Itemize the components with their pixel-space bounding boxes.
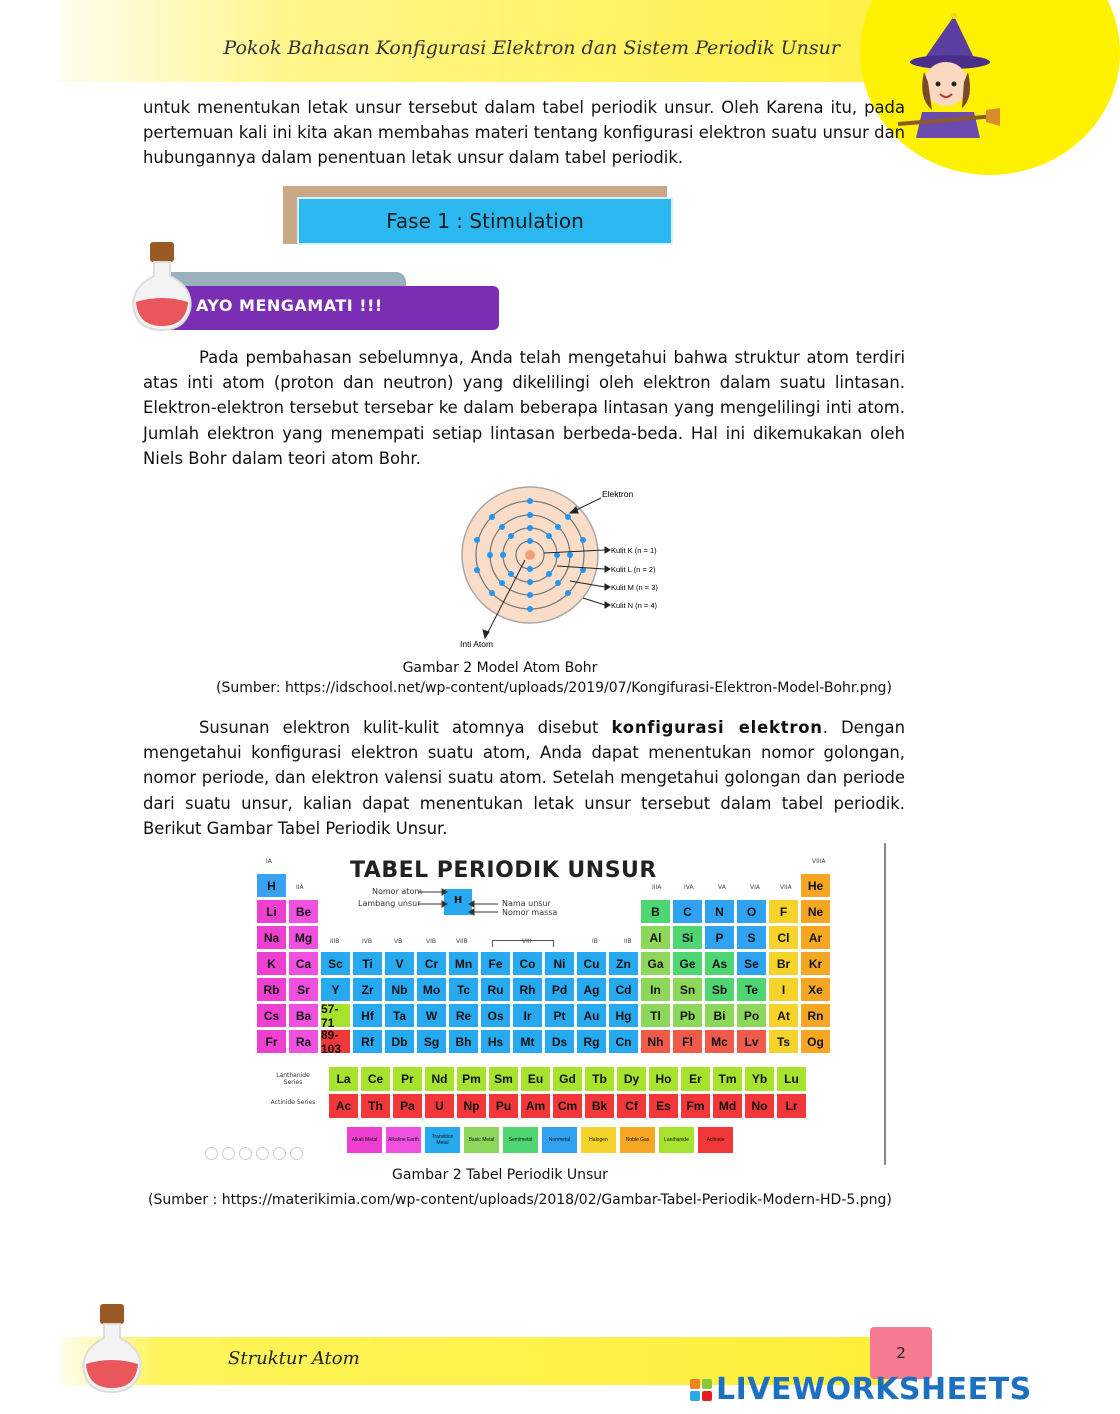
element-cell: Li bbox=[256, 899, 287, 924]
element-cell: Sg bbox=[416, 1029, 447, 1054]
group-label: IA bbox=[266, 858, 272, 865]
element-cell: Be bbox=[288, 899, 319, 924]
element-cell: Mo bbox=[416, 977, 447, 1002]
element-cell: P bbox=[704, 925, 735, 950]
element-cell: Bi bbox=[704, 1003, 735, 1028]
legend-symbol: Lambang unsur bbox=[358, 899, 421, 908]
element-cell: Md bbox=[712, 1093, 743, 1119]
element-cell: Eu bbox=[520, 1066, 551, 1092]
element-cell: Db bbox=[384, 1029, 415, 1054]
element-cell: Al bbox=[640, 925, 671, 950]
group-label: IIB bbox=[624, 938, 632, 945]
control-icon bbox=[205, 1147, 218, 1160]
element-cell: Bk bbox=[584, 1093, 615, 1119]
group-label: VIIB bbox=[456, 938, 468, 945]
element-cell: Ga bbox=[640, 951, 671, 976]
legend-swatch: Halogen bbox=[581, 1127, 616, 1153]
group-label: VIIIA bbox=[812, 858, 826, 865]
legend-swatch: Noble Gas bbox=[620, 1127, 655, 1153]
control-icon bbox=[222, 1147, 235, 1160]
legend-swatch: Alkaline Earth bbox=[386, 1127, 421, 1153]
bohr-caption: Gambar 2 Model Atom Bohr bbox=[402, 660, 598, 676]
element-cell: Pd bbox=[544, 977, 575, 1002]
group-label: VB bbox=[394, 938, 403, 945]
element-cell: Ar bbox=[800, 925, 831, 950]
element-cell: Mn bbox=[448, 951, 479, 976]
element-cell: Pb bbox=[672, 1003, 703, 1028]
element-cell: Lr bbox=[776, 1093, 807, 1119]
legend-atomic-number: Nomor atom bbox=[372, 887, 423, 896]
liveworksheets-logo-icon bbox=[690, 1379, 712, 1401]
element-cell: Sb bbox=[704, 977, 735, 1002]
element-cell: Mt bbox=[512, 1029, 543, 1054]
element-cell: 89-103 bbox=[320, 1029, 351, 1054]
page-number: 2 bbox=[870, 1327, 932, 1379]
label-electron: Elektron bbox=[602, 489, 634, 499]
config-text-before: Susunan elektron kulit-kulit atomnya disebut bbox=[199, 718, 612, 737]
element-cell: Hs bbox=[480, 1029, 511, 1054]
group-label: VIA bbox=[750, 884, 760, 891]
element-cell: Te bbox=[736, 977, 767, 1002]
element-cell: Lv bbox=[736, 1029, 767, 1054]
lanthanide-series-label: Lanthanide Series bbox=[276, 1072, 310, 1086]
element-cell: Rn bbox=[800, 1003, 831, 1028]
element-cell: Tc bbox=[448, 977, 479, 1002]
label-shell-n: Kulit N (n = 4) bbox=[611, 601, 658, 610]
element-cell: Ru bbox=[480, 977, 511, 1002]
element-cell: N bbox=[704, 899, 735, 924]
f-block-grid bbox=[328, 1066, 818, 1120]
element-cell: Ac bbox=[328, 1093, 359, 1119]
config-text-after: . Dengan mengetahui konfigurasi elektron suatu atom, Anda dapat menentukan nomor golongan, nomor periode, dan elektron valensi suatu atom. Setelah mengetahui golongan dan periode dari suatu unsur, kalian dapat menentukan letak unsur tersebut dalam tabel periodik. Berikut Gambar Tabel Periodik Unsur. bbox=[143, 718, 905, 838]
element-cell: Sm bbox=[488, 1066, 519, 1092]
element-cell: Ag bbox=[576, 977, 607, 1002]
element-cell: Hf bbox=[352, 1003, 383, 1028]
element-cell: Og bbox=[800, 1029, 831, 1054]
legend-swatch: Transition Metal bbox=[425, 1127, 460, 1153]
element-cell: La bbox=[328, 1066, 359, 1092]
element-cell: Gd bbox=[552, 1066, 583, 1092]
flask-icon bbox=[128, 240, 196, 332]
element-cell: Sc bbox=[320, 951, 351, 976]
footer-text: Struktur Atom bbox=[228, 1348, 360, 1369]
bohr-paragraph bbox=[143, 345, 905, 471]
element-cell: Ts bbox=[768, 1029, 799, 1054]
element-cell: Cu bbox=[576, 951, 607, 976]
element-cell: U bbox=[424, 1093, 455, 1119]
element-cell: Ca bbox=[288, 951, 319, 976]
periodic-table-title: TABEL PERIODIK UNSUR bbox=[350, 858, 657, 883]
category-legend bbox=[347, 1127, 737, 1153]
element-cell: K bbox=[256, 951, 287, 976]
legend-mass: Nomor massa bbox=[502, 908, 558, 917]
element-cell: Bh bbox=[448, 1029, 479, 1054]
element-cell: Pa bbox=[392, 1093, 423, 1119]
group-label: IIIA bbox=[652, 884, 662, 891]
actinide-series-label: Actinide Series bbox=[270, 1099, 316, 1106]
control-icon bbox=[239, 1147, 252, 1160]
element-cell: Rh bbox=[512, 977, 543, 1002]
element-cell: Cs bbox=[256, 1003, 287, 1028]
group-label: IIA bbox=[296, 884, 304, 891]
element-cell: Lu bbox=[776, 1066, 807, 1092]
group-label: VIB bbox=[426, 938, 436, 945]
figure-border-line bbox=[884, 843, 886, 1165]
element-cell: F bbox=[768, 899, 799, 924]
element-cell: Am bbox=[520, 1093, 551, 1119]
table-caption: Gambar 2 Tabel Periodik Unsur bbox=[392, 1167, 608, 1183]
element-cell: Br bbox=[768, 951, 799, 976]
element-cell: Cn bbox=[608, 1029, 639, 1054]
element-cell: Co bbox=[512, 951, 543, 976]
table-source: (Sumber : https://materikimia.com/wp-content/uploads/2018/02/Gambar-Tabel-Periodik-Modern-HD-5.png) bbox=[148, 1192, 892, 1208]
element-cell: Se bbox=[736, 951, 767, 976]
element-cell: Ir bbox=[512, 1003, 543, 1028]
label-shell-l: Kulit L (n = 2) bbox=[611, 565, 656, 574]
group-label: IVB bbox=[362, 938, 372, 945]
element-cell: Hg bbox=[608, 1003, 639, 1028]
element-cell: Au bbox=[576, 1003, 607, 1028]
legend-swatch: Nonmetal bbox=[542, 1127, 577, 1153]
nucleus bbox=[525, 550, 535, 560]
element-cell: Zn bbox=[608, 951, 639, 976]
legend-sample-cell: H bbox=[443, 888, 473, 916]
element-cell: Er bbox=[680, 1066, 711, 1092]
config-bold-term: konfigurasi elektron bbox=[611, 718, 823, 737]
element-cell: Ti bbox=[352, 951, 383, 976]
ayo-banner-label: AYO MENGAMATI !!! bbox=[196, 296, 383, 315]
element-cell: No bbox=[744, 1093, 775, 1119]
config-paragraph bbox=[143, 715, 905, 841]
element-cell: Ni bbox=[544, 951, 575, 976]
element-cell: O bbox=[736, 899, 767, 924]
bohr-source: (Sumber: https://idschool.net/wp-content/uploads/2019/07/Kongifurasi-Elektron-Model-Bohr.png) bbox=[216, 680, 892, 696]
liveworksheets-logo[interactable] bbox=[690, 1372, 1032, 1407]
element-cell: Os bbox=[480, 1003, 511, 1028]
element-cell: C bbox=[672, 899, 703, 924]
element-cell: Tl bbox=[640, 1003, 671, 1028]
element-cell: Dy bbox=[616, 1066, 647, 1092]
element-cell: Ds bbox=[544, 1029, 575, 1054]
element-cell: Fl bbox=[672, 1029, 703, 1054]
control-icon bbox=[256, 1147, 269, 1160]
bohr-paragraph-text: Pada pembahasan sebelumnya, Anda telah mengetahui bahwa struktur atom terdiri atas inti atom (proton dan neutron) yang dikelilingi oleh elektron dalam suatu lintasan. Elektron-elektron tersebut tersebar ke dalam beberapa lintasan yang mengelilingi inti atom. Jumlah elektron yang menempati setiap lintasan berbeda-beda. Hal ini dikemukakan oleh Niels Bohr dalam teori atom Bohr. bbox=[143, 348, 905, 468]
group-label: VIIA bbox=[780, 884, 792, 891]
label-nucleus: Inti Atom bbox=[460, 639, 494, 649]
element-cell: Re bbox=[448, 1003, 479, 1028]
header-title: Pokok Bahasan Konfigurasi Elektron dan Sistem Periodik Unsur bbox=[223, 37, 840, 59]
element-cell: Rf bbox=[352, 1029, 383, 1054]
element-cell: Ho bbox=[648, 1066, 679, 1092]
element-cell: Mc bbox=[704, 1029, 735, 1054]
group-label: VIII bbox=[522, 938, 532, 945]
label-shell-k: Kulit K (n = 1) bbox=[611, 546, 657, 555]
element-cell: Nb bbox=[384, 977, 415, 1002]
periodic-table-grid bbox=[256, 873, 836, 1063]
element-cell: Na bbox=[256, 925, 287, 950]
element-cell: Ra bbox=[288, 1029, 319, 1054]
element-cell: Tm bbox=[712, 1066, 743, 1092]
group-label: IIIB bbox=[330, 938, 340, 945]
element-cell: Mg bbox=[288, 925, 319, 950]
element-cell: In bbox=[640, 977, 671, 1002]
element-cell: Nh bbox=[640, 1029, 671, 1054]
element-cell: V bbox=[384, 951, 415, 976]
element-cell: Cd bbox=[608, 977, 639, 1002]
element-cell: H bbox=[256, 873, 287, 898]
flask-icon bbox=[78, 1302, 146, 1394]
element-cell: Rg bbox=[576, 1029, 607, 1054]
element-cell: Cf bbox=[616, 1093, 647, 1119]
bohr-atom-figure bbox=[455, 480, 665, 652]
element-cell: Sn bbox=[672, 977, 703, 1002]
control-icon bbox=[273, 1147, 286, 1160]
element-cell: B bbox=[640, 899, 671, 924]
element-cell: Es bbox=[648, 1093, 679, 1119]
element-cell: Si bbox=[672, 925, 703, 950]
label-shell-m: Kulit M (n = 3) bbox=[611, 583, 658, 592]
element-cell: 57-71 bbox=[320, 1003, 351, 1028]
element-cell: Cm bbox=[552, 1093, 583, 1119]
phase-label: Fase 1 : Stimulation bbox=[386, 209, 584, 233]
element-cell: Tb bbox=[584, 1066, 615, 1092]
viewer-controls bbox=[205, 1147, 303, 1160]
element-cell: W bbox=[416, 1003, 447, 1028]
element-cell: Th bbox=[360, 1093, 391, 1119]
element-cell: Fm bbox=[680, 1093, 711, 1119]
element-cell: Fe bbox=[480, 951, 511, 976]
group-label: IVA bbox=[684, 884, 694, 891]
legend-name: Nama unsur bbox=[502, 899, 551, 908]
element-cell: Ta bbox=[384, 1003, 415, 1028]
legend-swatch: Semimetal bbox=[503, 1127, 538, 1153]
element-cell: Y bbox=[320, 977, 351, 1002]
element-cell: Np bbox=[456, 1093, 487, 1119]
intro-paragraph: untuk menentukan letak unsur tersebut dalam tabel periodik unsur. Oleh Karena itu, pada pertemuan kali ini kita akan membahas materi tentang konfigurasi elektron suatu unsur dan hubungannya dalam penentuan letak unsur dalam tabel periodik. bbox=[143, 98, 905, 168]
legend-swatch: Alkali Metal bbox=[347, 1127, 382, 1153]
element-cell: Pu bbox=[488, 1093, 519, 1119]
element-cell: Ce bbox=[360, 1066, 391, 1092]
element-cell: Cr bbox=[416, 951, 447, 976]
element-cell: Ba bbox=[288, 1003, 319, 1028]
element-cell: I bbox=[768, 977, 799, 1002]
element-cell: Nd bbox=[424, 1066, 455, 1092]
control-icon bbox=[290, 1147, 303, 1160]
element-cell: Pr bbox=[392, 1066, 423, 1092]
phase-box bbox=[297, 197, 673, 245]
legend-swatch: Lanthanide bbox=[659, 1127, 694, 1153]
element-cell: At bbox=[768, 1003, 799, 1028]
legend-swatch: Actinide bbox=[698, 1127, 733, 1153]
element-cell: Yb bbox=[744, 1066, 775, 1092]
element-cell: S bbox=[736, 925, 767, 950]
element-cell: Xe bbox=[800, 977, 831, 1002]
element-cell: Zr bbox=[352, 977, 383, 1002]
element-cell: Cl bbox=[768, 925, 799, 950]
group-label: VA bbox=[718, 884, 726, 891]
element-cell: Rb bbox=[256, 977, 287, 1002]
legend-swatch: Basic Metal bbox=[464, 1127, 499, 1153]
element-cell: As bbox=[704, 951, 735, 976]
group-label: IB bbox=[592, 938, 598, 945]
element-cell: Pm bbox=[456, 1066, 487, 1092]
element-cell: Kr bbox=[800, 951, 831, 976]
element-cell: Ne bbox=[800, 899, 831, 924]
element-cell: Sr bbox=[288, 977, 319, 1002]
element-cell: Pt bbox=[544, 1003, 575, 1028]
element-cell: Po bbox=[736, 1003, 767, 1028]
liveworksheets-logo-text: LIVEWORKSHEETS bbox=[716, 1372, 1032, 1407]
element-cell: Ge bbox=[672, 951, 703, 976]
element-cell: Fr bbox=[256, 1029, 287, 1054]
element-cell: He bbox=[800, 873, 831, 898]
